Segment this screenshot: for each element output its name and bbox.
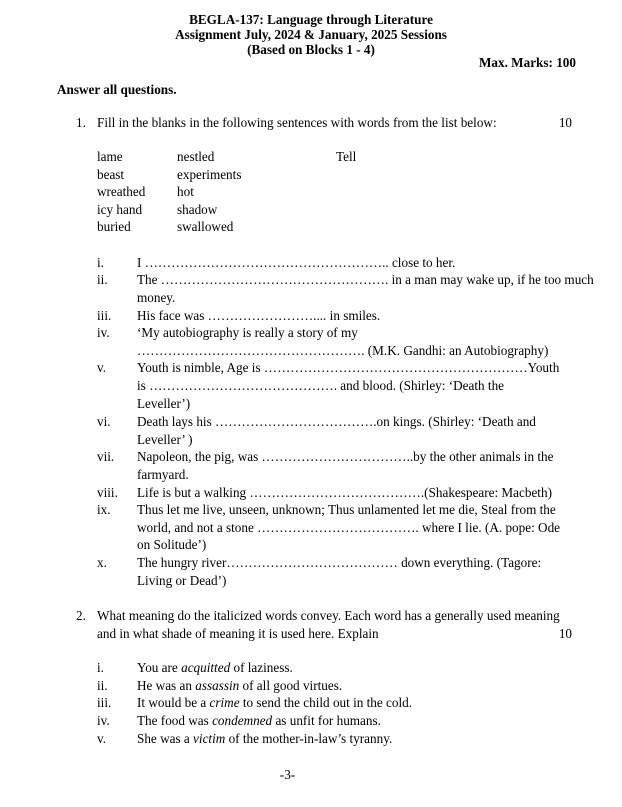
item-number: vi.	[97, 414, 111, 429]
item-number: i.	[97, 255, 104, 270]
item-number: iv.	[97, 713, 110, 728]
session-title: Assignment July, 2024 & January, 2025 Sessions	[175, 27, 447, 42]
item-line: The hungry river………………………………… down everything. (Tagore:	[137, 555, 542, 570]
item-line: His face was …………………….... in smiles.	[137, 308, 381, 323]
item-sentence: It would be a crime to send the child out in the cold.	[137, 695, 413, 710]
item-line: I ……………………………………………….. close to her.	[137, 255, 456, 270]
page-number: -3-	[279, 767, 296, 782]
max-marks: Max. Marks: 100	[478, 55, 576, 70]
item-sentence: You are acquitted of laziness.	[137, 660, 293, 675]
italic-word: crime	[209, 695, 240, 710]
item-line: on Solitude’)	[137, 537, 207, 552]
word: beast	[97, 167, 125, 182]
word: nestled	[177, 149, 215, 164]
item-line: is ……………………………………. and blood. (Shirley: ‘Death the	[137, 378, 505, 393]
item-number: v.	[97, 731, 107, 746]
word: icy hand	[97, 202, 143, 217]
italic-word: acquitted	[181, 660, 231, 675]
word: Tell	[336, 149, 357, 164]
italic-word: assassin	[195, 678, 240, 693]
question-number: 2.	[76, 608, 86, 623]
item-line: Death lays his ……………………………….on kings. (Shirley: ‘Death and	[137, 414, 536, 429]
item-line: Thus let me live, unseen, unknown; Thus unlamented let me die, Steal from the	[137, 502, 556, 517]
blocks-note: (Based on Blocks 1 - 4)	[247, 42, 375, 57]
question-text-line-1: What meaning do the italicized words convey. Each word has a generally used meaning	[97, 608, 560, 623]
item-number: ii.	[97, 678, 108, 693]
question-marks: 10	[558, 115, 572, 130]
item-line: world, and not a stone ………………………………. where I lie. (A. pope: Ode	[137, 520, 561, 535]
item-sentence: The food was condemned as unfit for humans.	[137, 713, 381, 728]
item-line: The ……………………………………………. in a man may wake up, if he too much	[137, 272, 594, 287]
question-text: Fill in the blanks in the following sentences with words from the list below:	[97, 115, 497, 130]
item-number: iii.	[97, 308, 112, 323]
item-line: money.	[137, 290, 176, 305]
word: hot	[177, 184, 194, 199]
question-number: 1.	[76, 115, 86, 130]
instruction: Answer all questions.	[57, 82, 177, 97]
word: shadow	[177, 202, 218, 217]
item-number: ix.	[97, 502, 111, 517]
item-number: iii.	[97, 695, 112, 710]
item-line: ‘My autobiography is really a story of my	[137, 325, 358, 340]
item-number: x.	[97, 555, 107, 570]
word: experiments	[177, 167, 242, 182]
item-line: Leveller’)	[137, 396, 191, 411]
item-number: v.	[97, 360, 107, 375]
item-number: vii.	[97, 449, 115, 464]
item-line: Life is but a walking ………………………………….(Shakespeare: Macbeth)	[137, 485, 552, 500]
word: buried	[97, 219, 131, 234]
item-line: Youth is nimble, Age is ……………………………………………………Youth	[137, 360, 560, 375]
word: swallowed	[177, 219, 234, 234]
item-line: Living or Dead’)	[137, 573, 227, 588]
item-line: ……………………………………………. (M.K. Gandhi: an Autobiography)	[137, 343, 549, 358]
item-line: Napoleon, the pig, was ……………………………..by the other animals in the	[137, 449, 554, 464]
question-text-line-2: and in what shade of meaning it is used here. Explain	[97, 626, 379, 641]
item-number: iv.	[97, 325, 110, 340]
item-number: ii.	[97, 272, 108, 287]
question-marks: 10	[558, 626, 572, 641]
item-sentence: She was a victim of the mother-in-law’s tyranny.	[137, 731, 393, 746]
word: wreathed	[97, 184, 146, 199]
word: lame	[97, 149, 123, 164]
item-line: farmyard.	[137, 467, 189, 482]
italic-word: victim	[193, 731, 226, 746]
item-sentence: He was an assassin of all good virtues.	[137, 678, 343, 693]
italic-word: condemned	[212, 713, 273, 728]
item-number: i.	[97, 660, 104, 675]
item-number: viii.	[97, 485, 118, 500]
course-title: BEGLA-137: Language through Literature	[189, 12, 433, 27]
item-line: Leveller’ )	[137, 432, 193, 447]
